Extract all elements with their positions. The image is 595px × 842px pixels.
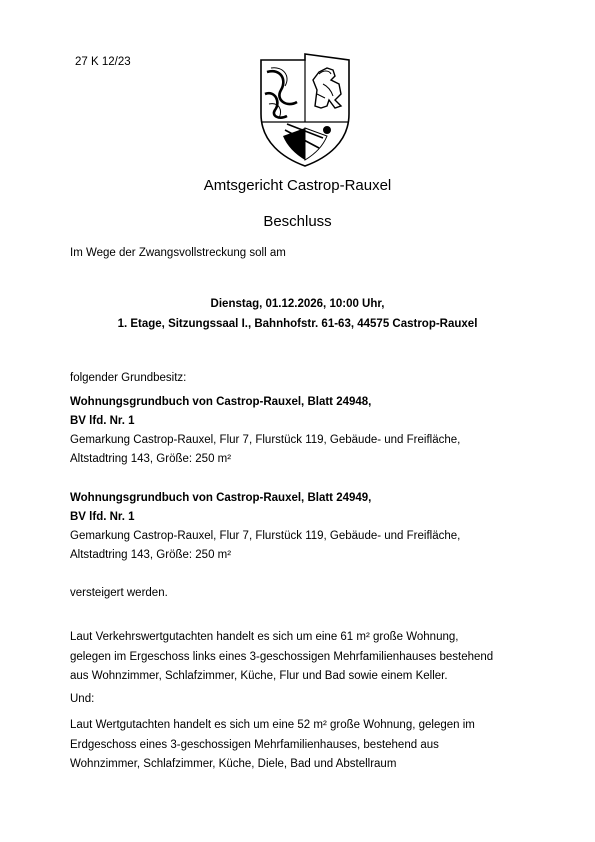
court-name: Amtsgericht Castrop-Rauxel — [203, 177, 392, 194]
description-line: Wohnzimmer, Schlafzimmer, Küche, Diele, Bad und Abstellraum — [70, 758, 397, 770]
description-line: Laut Wertgutachten handelt es sich um eine 52 m² große Wohnung, gelegen im — [70, 719, 475, 731]
appointment-datetime: Dienstag, 01.12.2026, 10:00 Uhr, — [210, 298, 385, 310]
property-intro: folgender Grundbesitz: — [70, 372, 187, 384]
description-first — [70, 628, 540, 687]
property-title: Wohnungsgrundbuch von Castrop-Rauxel, Blatt 24948, — [70, 396, 372, 408]
auctioned-text: versteigert werden. — [70, 587, 168, 599]
property-address: Altstadtring 143, Größe: 250 m² — [70, 549, 232, 561]
description-line: Laut Verkehrswertgutachten handelt es sich um eine 61 m² große Wohnung, — [70, 631, 459, 643]
property-bv: BV lfd. Nr. 1 — [70, 511, 135, 523]
decision-title: Beschluss — [263, 213, 332, 230]
description-line: aus Wohnzimmer, Schlafzimmer, Küche, Flur und Bad sowie einem Keller. — [70, 670, 448, 682]
description-line: Erdgeschoss eines 3-geschossigen Mehrfamilienhauses, bestehend aus — [70, 738, 439, 751]
intro-text: Im Wege der Zwangsvollstreckung soll am — [70, 247, 286, 259]
nrw-coat-of-arms-icon — [257, 50, 353, 168]
appointment-location: 1. Etage, Sitzungssaal I., Bahnhofstr. 61-63, 44575 Castrop-Rauxel — [117, 318, 478, 330]
property-bv: BV lfd. Nr. 1 — [70, 415, 135, 427]
property-parcel: Gemarkung Castrop-Rauxel, Flur 7, Flurstück 119, Gebäude- und Freifläche, — [70, 434, 461, 446]
property-parcel: Gemarkung Castrop-Rauxel, Flur 7, Flurstück 119, Gebäude- und Freifläche, — [70, 530, 461, 542]
and-text: Und: — [70, 693, 95, 705]
property-address: Altstadtring 143, Größe: 250 m² — [70, 453, 232, 465]
property-title: Wohnungsgrundbuch von Castrop-Rauxel, Blatt 24949, — [70, 492, 372, 504]
docket-number: 27 K 12/23 — [75, 56, 131, 68]
property-entry — [70, 393, 540, 469]
description-line: gelegen im Ergeschoss links eines 3-geschossigen Mehrfamilienhauses bestehend — [70, 650, 494, 663]
description-second — [70, 716, 540, 775]
property-entry — [70, 489, 540, 565]
